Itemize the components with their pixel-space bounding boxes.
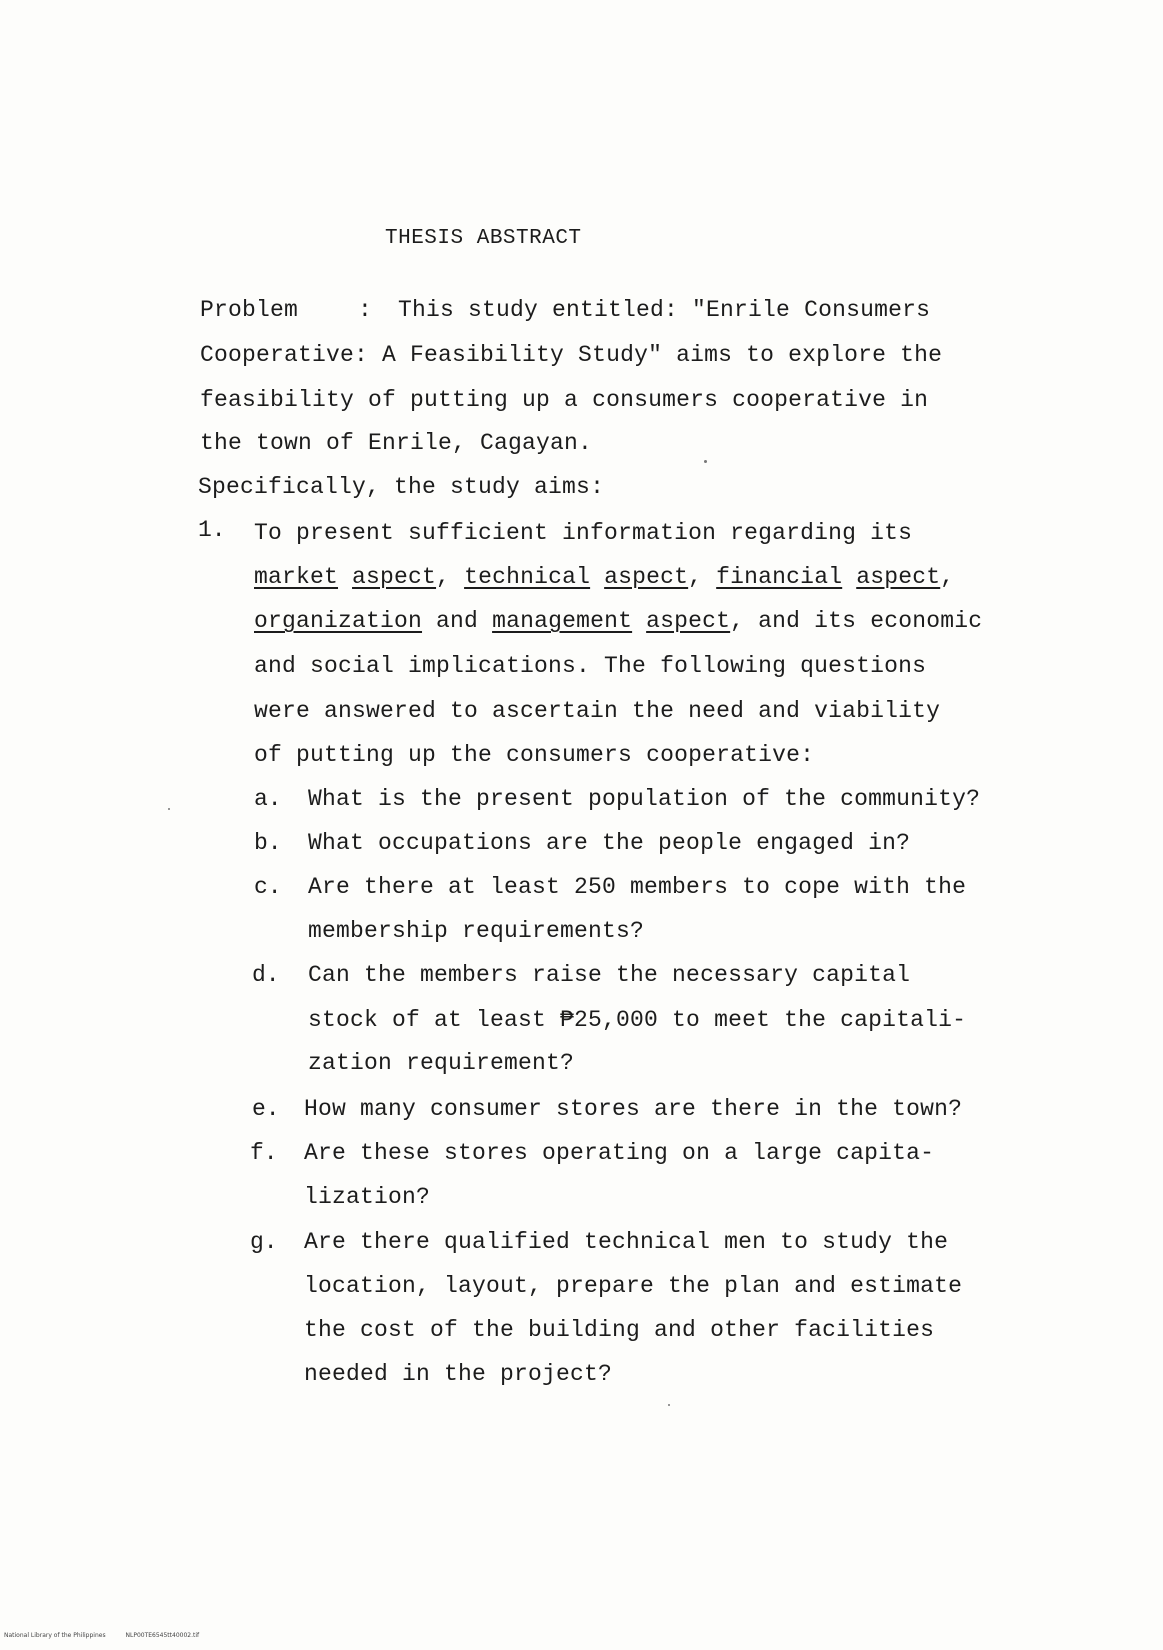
question-line: Are there at least 250 members to cope with the	[308, 874, 967, 900]
comma: ,	[436, 564, 451, 590]
question-marker: d.	[252, 962, 280, 988]
question-line: Are these stores operating on a large capita-	[304, 1140, 935, 1166]
underlined-term: organization	[254, 608, 423, 634]
question-line: Are there qualified technical men to study the	[304, 1229, 949, 1255]
comma: ,	[940, 564, 955, 590]
scan-speck	[704, 460, 707, 463]
question-line: membership requirements?	[308, 918, 645, 944]
underlined-term: aspect	[604, 564, 689, 590]
question-line: zation requirement?	[308, 1050, 575, 1076]
item-marker: 1.	[198, 517, 226, 543]
item-line: were answered to ascertain the need and viability	[254, 698, 941, 724]
item-line: of putting up the consumers cooperative:	[254, 742, 815, 768]
question-line: needed in the project?	[304, 1361, 613, 1387]
question-line: What occupations are the people engaged in?	[308, 830, 911, 856]
scan-footer	[4, 1632, 217, 1639]
paragraph-line: feasibility of putting up a consumers cooperative in	[200, 387, 929, 413]
question-line: stock of at least ₱25,000 to meet the capitali-	[308, 1007, 967, 1033]
item-line: and social implications. The following questions	[254, 653, 927, 679]
item-line: To present sufficient information regarding its	[254, 520, 913, 546]
plain-words: and its economic	[758, 608, 983, 634]
underlined-term: technical	[464, 564, 591, 590]
question-marker: c.	[254, 874, 282, 900]
question-marker: a.	[254, 786, 282, 812]
problem-label: Problem	[200, 297, 299, 323]
underlined-term: aspect	[856, 564, 941, 590]
underlined-term: aspect	[646, 608, 731, 634]
comma: ,	[730, 608, 745, 634]
underlined-term: aspect	[352, 564, 437, 590]
underlined-term: market	[254, 564, 339, 590]
underlined-term: financial	[716, 564, 843, 590]
question-line: What is the present population of the community?	[308, 786, 981, 812]
plain-word: and	[436, 608, 479, 634]
aspects-line	[254, 562, 954, 592]
question-marker: g.	[250, 1229, 278, 1255]
management-line	[254, 606, 982, 636]
question-line: How many consumer stores are there in the town?	[304, 1096, 963, 1122]
underlined-term: management	[492, 608, 633, 634]
question-line: lization?	[304, 1184, 431, 1210]
page-title: THESIS ABSTRACT	[385, 227, 582, 250]
paragraph-line: the town of Enrile, Cagayan.	[200, 430, 593, 456]
question-marker: e.	[252, 1096, 280, 1122]
footer-file-id: NLP00TE6545tt40002.tif	[125, 1632, 200, 1639]
question-marker: f.	[250, 1140, 278, 1166]
question-line: the cost of the building and other facilities	[304, 1317, 935, 1343]
paragraph-line: Specifically, the study aims:	[198, 474, 605, 500]
paragraph-line: Cooperative: A Feasibility Study" aims to explore the	[200, 342, 943, 368]
scan-speck	[668, 1404, 670, 1406]
scan-speck	[168, 808, 170, 810]
comma: ,	[688, 564, 703, 590]
paragraph-line: This study entitled: "Enrile Consumers	[398, 297, 931, 323]
question-line: location, layout, prepare the plan and estimate	[304, 1273, 963, 1299]
footer-library: National Library of the Philippines	[4, 1632, 106, 1639]
question-line: Can the members raise the necessary capital	[308, 962, 911, 988]
problem-colon: :	[358, 297, 373, 323]
question-marker: b.	[254, 830, 282, 856]
